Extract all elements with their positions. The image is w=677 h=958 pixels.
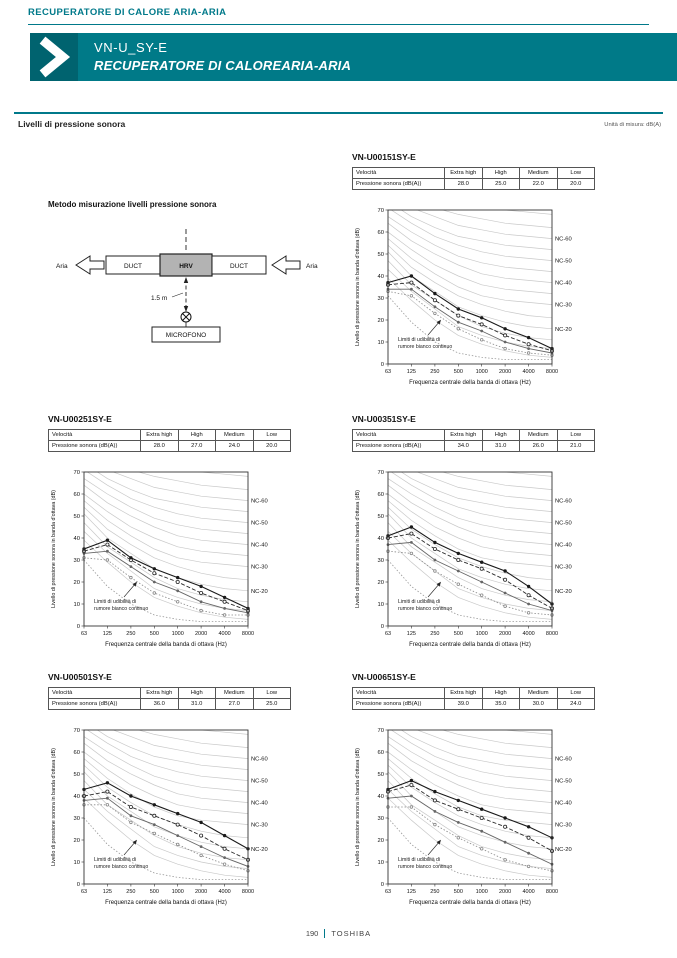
svg-text:50: 50 [377,772,384,778]
sound-chart [352,464,604,664]
measurement-method-block [48,200,328,349]
table-row [353,430,595,441]
airflow-left-arrow-icon [76,256,104,274]
table-row [49,430,291,441]
aria-left-label: Aria [56,263,68,270]
pressure-header-cell: Pressione sonora (dB(A)) [49,699,141,710]
duct-left-label: DUCT [123,263,143,270]
svg-text:Frequenza centrale della banda: Frequenza centrale della banda di ottava (Hz) [409,642,531,648]
pressure-low-cell: 20.0 [253,441,291,452]
banner-model: VN-U_SY-E [94,40,168,55]
model-title: VN-U00501SY-E [48,672,112,682]
svg-text:250: 250 [430,369,440,375]
svg-text:NC-40: NC-40 [555,800,572,807]
svg-text:10: 10 [73,602,80,608]
svg-text:125: 125 [406,631,416,637]
pressure-extra-high-cell: 39.0 [445,699,483,710]
svg-text:NC-40: NC-40 [555,280,572,287]
sound-chart [352,202,604,402]
svg-text:30: 30 [377,816,384,822]
svg-text:250: 250 [126,889,136,895]
svg-text:Frequenza centrale della banda: Frequenza centrale della banda di ottava (Hz) [409,900,531,906]
pressure-extra-high-cell: 36.0 [141,699,179,710]
svg-text:60: 60 [73,492,80,498]
airflow-right-arrow-icon [272,256,300,274]
speed-medium-cell: Medium [216,430,254,441]
model-title: VN-U00151SY-E [352,152,416,162]
svg-text:NC-30: NC-30 [555,822,572,829]
svg-text:30: 30 [377,296,384,302]
svg-text:500: 500 [149,889,159,895]
svg-text:NC-60: NC-60 [555,498,572,505]
sound-pressure-table [352,687,595,710]
svg-text:30: 30 [377,558,384,564]
table-row [353,179,595,190]
sound-chart-svg [352,722,604,922]
svg-text:10: 10 [377,340,384,346]
svg-text:20: 20 [377,580,384,586]
svg-text:Livello di pressione sonora in: Livello di pressione sonora in banda d'ottava (dB) [51,490,57,608]
svg-text:NC-20: NC-20 [251,588,268,595]
speed-medium-cell: Medium [520,168,558,179]
svg-text:70: 70 [73,470,80,476]
svg-text:70: 70 [73,728,80,734]
pressure-medium-cell: 24.0 [216,441,254,452]
svg-text:70: 70 [377,208,384,214]
svg-text:70: 70 [377,470,384,476]
model-block [352,152,604,402]
svg-text:125: 125 [102,889,112,895]
section-divider [14,112,663,114]
sound-chart-svg [48,464,300,664]
svg-text:40: 40 [377,274,384,280]
speed-extra-high-cell: Extra high [141,688,179,699]
svg-text:63: 63 [80,631,88,637]
model-block [352,672,604,922]
speed-header-cell: Velocità [353,688,445,699]
speed-high-cell: High [482,688,520,699]
pressure-low-cell: 25.0 [253,699,291,710]
svg-text:30: 30 [73,816,80,822]
pressure-medium-cell: 27.0 [216,699,254,710]
svg-text:1000: 1000 [475,631,488,637]
speed-low-cell: Low [253,430,291,441]
svg-text:NC-50: NC-50 [555,520,572,527]
svg-text:8000: 8000 [545,369,559,375]
svg-text:NC-30: NC-30 [251,564,268,571]
svg-text:NC-30: NC-30 [555,564,572,571]
sound-pressure-table [48,429,291,452]
svg-text:NC-60: NC-60 [555,756,572,763]
svg-text:8000: 8000 [241,631,255,637]
svg-text:63: 63 [384,889,392,895]
svg-text:20: 20 [73,838,80,844]
svg-text:NC-20: NC-20 [555,326,572,333]
speed-header-cell: Velocità [49,688,141,699]
pressure-high-cell: 31.0 [178,699,216,710]
svg-text:0: 0 [76,624,80,630]
svg-text:50: 50 [73,772,80,778]
pressure-high-cell: 31.0 [482,441,520,452]
svg-text:10: 10 [377,860,384,866]
svg-text:Livello di pressione sonora in: Livello di pressione sonora in banda d'ottava (dB) [355,490,361,608]
pressure-header-cell: Pressione sonora (dB(A)) [353,441,445,452]
breadcrumb-divider [28,24,649,25]
svg-text:NC-60: NC-60 [555,236,572,243]
svg-text:50: 50 [377,514,384,520]
svg-text:0: 0 [76,882,80,888]
svg-text:Limiti di udibilità di: Limiti di udibilità di [94,857,137,863]
speed-low-cell: Low [557,688,595,699]
pressure-extra-high-cell: 28.0 [141,441,179,452]
section-title: Livelli di pressione sonora [18,119,126,129]
sound-chart [48,722,300,922]
svg-text:250: 250 [126,631,136,637]
distance-label: 1.5 m [151,295,168,302]
svg-text:NC-60: NC-60 [251,756,268,763]
pressure-low-cell: 20.0 [557,179,595,190]
svg-text:NC-20: NC-20 [555,588,572,595]
svg-text:40: 40 [73,794,80,800]
hrv-label: HRV [179,263,193,270]
svg-text:1000: 1000 [171,631,184,637]
svg-text:500: 500 [453,889,463,895]
pressure-extra-high-cell: 34.0 [445,441,483,452]
pressure-high-cell: 25.0 [482,179,520,190]
sound-pressure-table [48,687,291,710]
svg-text:8000: 8000 [241,889,255,895]
svg-text:NC-50: NC-50 [251,778,268,785]
svg-text:70: 70 [377,728,384,734]
svg-text:500: 500 [453,369,463,375]
svg-text:NC-50: NC-50 [251,520,268,527]
sound-pressure-table [352,167,595,190]
pressure-header-cell: Pressione sonora (dB(A)) [49,441,141,452]
pressure-medium-cell: 30.0 [520,699,558,710]
speed-high-cell: High [178,430,216,441]
svg-text:63: 63 [80,889,88,895]
speed-low-cell: Low [557,430,595,441]
breadcrumb: RECUPERATORE DI CALORE ARIA-ARIA [28,7,227,18]
sound-chart [352,722,604,922]
speed-extra-high-cell: Extra high [445,168,483,179]
speed-header-cell: Velocità [353,168,445,179]
svg-text:8000: 8000 [545,631,559,637]
table-row [49,699,291,710]
svg-text:0: 0 [380,882,384,888]
svg-text:1000: 1000 [475,889,488,895]
svg-text:10: 10 [73,860,80,866]
svg-text:500: 500 [453,631,463,637]
method-diagram-svg [48,227,328,349]
svg-text:4000: 4000 [522,889,535,895]
svg-text:Livello di pressione sonora in: Livello di pressione sonora in banda d'ottava (dB) [51,748,57,866]
pressure-header-cell: Pressione sonora (dB(A)) [353,179,445,190]
svg-text:250: 250 [430,631,440,637]
svg-text:Frequenza centrale della banda: Frequenza centrale della banda di ottava (Hz) [105,642,227,648]
svg-text:Livello di pressione sonora in: Livello di pressione sonora in banda d'ottava (dB) [355,228,361,346]
model-block [48,414,300,664]
table-row [353,688,595,699]
svg-text:8000: 8000 [545,889,559,895]
sound-chart [48,464,300,664]
svg-text:1000: 1000 [475,369,488,375]
speed-low-cell: Low [557,168,595,179]
svg-text:125: 125 [406,369,416,375]
diagram-title: Metodo misurazione livelli pressione sonora [48,200,217,209]
table-row [49,441,291,452]
table-row [49,688,291,699]
footer-divider [324,929,325,938]
speed-extra-high-cell: Extra high [141,430,179,441]
svg-text:20: 20 [377,838,384,844]
svg-text:4000: 4000 [522,369,535,375]
speed-high-cell: High [482,430,520,441]
svg-text:rumore bianco continuo: rumore bianco continuo [398,864,453,870]
svg-text:125: 125 [102,631,112,637]
sound-pressure-table [352,429,595,452]
svg-text:2000: 2000 [498,631,512,637]
pressure-low-cell: 24.0 [557,699,595,710]
banner-title: RECUPERATORE DI CALOREARIA-ARIA [94,58,352,73]
svg-text:NC-30: NC-30 [555,302,572,309]
speed-extra-high-cell: Extra high [445,688,483,699]
svg-text:125: 125 [406,889,416,895]
svg-text:Frequenza centrale della banda: Frequenza centrale della banda di ottava (Hz) [105,900,227,906]
pressure-medium-cell: 26.0 [520,441,558,452]
svg-text:2000: 2000 [194,889,208,895]
svg-text:Livello di pressione sonora in: Livello di pressione sonora in banda d'ottava (dB) [355,748,361,866]
svg-text:500: 500 [149,631,159,637]
svg-text:50: 50 [73,514,80,520]
sound-chart-svg [352,202,604,402]
model-title: VN-U00251SY-E [48,414,112,424]
svg-text:1000: 1000 [171,889,184,895]
svg-text:60: 60 [73,750,80,756]
svg-text:60: 60 [377,492,384,498]
svg-text:0: 0 [380,624,384,630]
svg-text:NC-50: NC-50 [555,778,572,785]
svg-text:Limiti di udibilità di: Limiti di udibilità di [398,337,441,343]
svg-text:4000: 4000 [522,631,535,637]
svg-text:rumore bianco continuo: rumore bianco continuo [398,606,453,612]
pressure-low-cell: 21.0 [557,441,595,452]
svg-text:rumore bianco continuo: rumore bianco continuo [94,606,149,612]
unit-note: Unità di misura: dB(A) [604,122,661,128]
svg-text:NC-40: NC-40 [251,542,268,549]
svg-text:rumore bianco continuo: rumore bianco continuo [94,864,149,870]
svg-text:40: 40 [73,536,80,542]
svg-text:30: 30 [73,558,80,564]
banner-text [78,33,351,81]
svg-text:0: 0 [380,362,384,368]
svg-text:NC-40: NC-40 [555,542,572,549]
svg-text:rumore bianco continuo: rumore bianco continuo [398,344,453,350]
svg-text:Frequenza centrale della banda: Frequenza centrale della banda di ottava (Hz) [409,380,531,386]
svg-text:Limiti di udibilità di: Limiti di udibilità di [398,599,441,605]
svg-text:2000: 2000 [498,889,512,895]
model-title: VN-U00651SY-E [352,672,416,682]
svg-text:10: 10 [377,602,384,608]
table-row [353,699,595,710]
svg-text:20: 20 [73,580,80,586]
svg-text:NC-60: NC-60 [251,498,268,505]
svg-text:NC-20: NC-20 [251,846,268,853]
page-number: 190 [305,929,319,938]
speed-low-cell: Low [253,688,291,699]
svg-text:40: 40 [377,794,384,800]
speed-medium-cell: Medium [520,430,558,441]
svg-text:NC-50: NC-50 [555,258,572,265]
speed-medium-cell: Medium [520,688,558,699]
svg-text:Limiti di udibilità di: Limiti di udibilità di [398,857,441,863]
brand-name: TOSHIBA [331,929,372,938]
model-block [48,672,300,922]
svg-text:4000: 4000 [218,889,231,895]
model-block [352,414,604,664]
pressure-medium-cell: 22.0 [520,179,558,190]
svg-text:63: 63 [384,631,392,637]
model-title: VN-U00351SY-E [352,414,416,424]
svg-text:NC-20: NC-20 [555,846,572,853]
svg-text:2000: 2000 [194,631,208,637]
table-row [353,168,595,179]
sound-chart-svg [352,464,604,664]
product-banner [30,33,677,81]
svg-text:NC-40: NC-40 [251,800,268,807]
pressure-extra-high-cell: 28.0 [445,179,483,190]
svg-text:Limiti di udibilità di: Limiti di udibilità di [94,599,137,605]
svg-text:2000: 2000 [498,369,512,375]
speed-header-cell: Velocità [49,430,141,441]
speed-header-cell: Velocità [353,430,445,441]
speed-extra-high-cell: Extra high [445,430,483,441]
svg-text:20: 20 [377,318,384,324]
svg-text:50: 50 [377,252,384,258]
svg-text:63: 63 [384,369,392,375]
pressure-high-cell: 35.0 [482,699,520,710]
sound-chart-svg [48,722,300,922]
table-row [353,441,595,452]
svg-text:60: 60 [377,230,384,236]
svg-text:40: 40 [377,536,384,542]
speed-high-cell: High [482,168,520,179]
pressure-high-cell: 27.0 [178,441,216,452]
speed-high-cell: High [178,688,216,699]
aria-right-label: Aria [306,263,318,270]
speed-medium-cell: Medium [216,688,254,699]
microphone-label: MICROFONO [165,332,207,339]
svg-text:4000: 4000 [218,631,231,637]
page-footer [0,929,677,938]
svg-text:NC-30: NC-30 [251,822,268,829]
duct-right-label: DUCT [229,263,249,270]
svg-text:250: 250 [430,889,440,895]
svg-text:60: 60 [377,750,384,756]
pressure-header-cell: Pressione sonora (dB(A)) [353,699,445,710]
chevron-right-icon [30,33,78,81]
